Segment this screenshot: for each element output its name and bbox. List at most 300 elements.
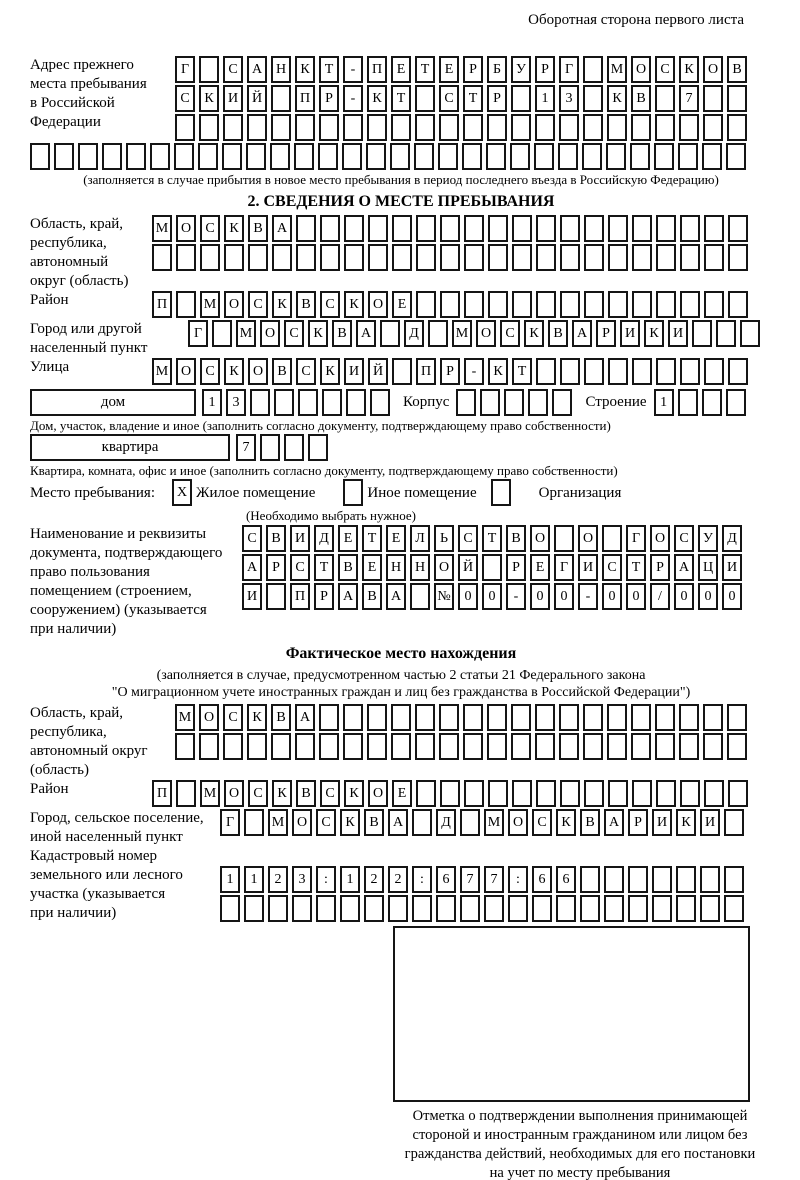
char-box[interactable]: К: [679, 56, 699, 83]
char-box[interactable]: С: [290, 554, 310, 581]
char-box[interactable]: Р: [463, 56, 483, 83]
char-box[interactable]: Е: [439, 56, 459, 83]
char-box[interactable]: [456, 389, 476, 416]
char-box[interactable]: [676, 866, 696, 893]
char-box[interactable]: [604, 866, 624, 893]
char-box[interactable]: В: [362, 583, 382, 610]
char-box[interactable]: [298, 389, 318, 416]
char-box[interactable]: [606, 143, 626, 170]
char-box[interactable]: [438, 143, 458, 170]
char-box[interactable]: [704, 358, 724, 385]
char-box[interactable]: [415, 85, 435, 112]
char-box[interactable]: [294, 143, 314, 170]
char-box[interactable]: [271, 733, 291, 760]
char-box[interactable]: [702, 389, 722, 416]
char-box[interactable]: О: [650, 525, 670, 552]
char-box[interactable]: [628, 866, 648, 893]
char-box[interactable]: [440, 780, 460, 807]
char-box[interactable]: 0: [674, 583, 694, 610]
char-box[interactable]: В: [296, 291, 316, 318]
char-box[interactable]: Г: [175, 56, 195, 83]
char-box[interactable]: [559, 704, 579, 731]
char-box[interactable]: А: [247, 56, 267, 83]
char-box[interactable]: [536, 244, 556, 271]
char-box[interactable]: [244, 895, 264, 922]
char-box[interactable]: О: [224, 291, 244, 318]
char-box[interactable]: [487, 114, 507, 141]
char-box[interactable]: 1: [535, 85, 555, 112]
char-box[interactable]: [212, 320, 232, 347]
char-box[interactable]: С: [674, 525, 694, 552]
char-box[interactable]: [608, 780, 628, 807]
char-box[interactable]: М: [152, 215, 172, 242]
char-box[interactable]: Й: [368, 358, 388, 385]
char-box[interactable]: К: [224, 358, 244, 385]
char-box[interactable]: [676, 895, 696, 922]
char-box[interactable]: [199, 733, 219, 760]
char-box[interactable]: [727, 114, 747, 141]
char-box[interactable]: К: [344, 291, 364, 318]
char-box[interactable]: [584, 244, 604, 271]
char-box[interactable]: -: [578, 583, 598, 610]
char-box[interactable]: 0: [602, 583, 622, 610]
char-box[interactable]: [654, 143, 674, 170]
char-box[interactable]: 6: [532, 866, 552, 893]
char-box[interactable]: К: [199, 85, 219, 112]
char-box[interactable]: [250, 389, 270, 416]
char-box[interactable]: [607, 704, 627, 731]
char-box[interactable]: [535, 704, 555, 731]
char-box[interactable]: Т: [415, 56, 435, 83]
char-box[interactable]: О: [292, 809, 312, 836]
char-box[interactable]: У: [511, 56, 531, 83]
char-box[interactable]: О: [476, 320, 496, 347]
char-box[interactable]: Р: [319, 85, 339, 112]
char-box[interactable]: [508, 895, 528, 922]
char-box[interactable]: С: [532, 809, 552, 836]
char-box[interactable]: [439, 733, 459, 760]
char-box[interactable]: [680, 215, 700, 242]
char-box[interactable]: [175, 733, 195, 760]
char-box[interactable]: О: [199, 704, 219, 731]
char-box[interactable]: С: [316, 809, 336, 836]
char-box[interactable]: [680, 780, 700, 807]
char-box[interactable]: Е: [392, 780, 412, 807]
char-box[interactable]: О: [578, 525, 598, 552]
char-box[interactable]: [319, 733, 339, 760]
char-box[interactable]: Н: [410, 554, 430, 581]
char-box[interactable]: А: [386, 583, 406, 610]
char-box[interactable]: [322, 389, 342, 416]
char-box[interactable]: [410, 583, 430, 610]
char-box[interactable]: [440, 215, 460, 242]
char-box[interactable]: [390, 143, 410, 170]
char-box[interactable]: С: [320, 780, 340, 807]
char-box[interactable]: [274, 389, 294, 416]
char-box[interactable]: [631, 733, 651, 760]
char-box[interactable]: [176, 780, 196, 807]
char-box[interactable]: :: [508, 866, 528, 893]
char-box[interactable]: [260, 434, 280, 461]
char-box[interactable]: [368, 244, 388, 271]
char-box[interactable]: [464, 244, 484, 271]
char-box[interactable]: О: [176, 358, 196, 385]
char-box[interactable]: Н: [386, 554, 406, 581]
char-box[interactable]: [343, 114, 363, 141]
char-box[interactable]: Е: [530, 554, 550, 581]
char-box[interactable]: С: [500, 320, 520, 347]
char-box[interactable]: -: [343, 56, 363, 83]
char-box[interactable]: М: [484, 809, 504, 836]
char-box[interactable]: В: [727, 56, 747, 83]
char-box[interactable]: [556, 895, 576, 922]
char-box[interactable]: Г: [559, 56, 579, 83]
char-box[interactable]: [678, 143, 698, 170]
char-box[interactable]: 2: [268, 866, 288, 893]
char-box[interactable]: [126, 143, 146, 170]
char-box[interactable]: О: [260, 320, 280, 347]
char-box[interactable]: [584, 780, 604, 807]
char-box[interactable]: 1: [244, 866, 264, 893]
char-box[interactable]: [558, 143, 578, 170]
char-box[interactable]: [248, 244, 268, 271]
char-box[interactable]: [343, 479, 363, 506]
char-box[interactable]: [366, 143, 386, 170]
char-box[interactable]: [584, 358, 604, 385]
char-box[interactable]: [268, 895, 288, 922]
char-box[interactable]: П: [295, 85, 315, 112]
char-box[interactable]: А: [338, 583, 358, 610]
char-box[interactable]: [608, 291, 628, 318]
char-box[interactable]: [272, 244, 292, 271]
char-box[interactable]: [559, 733, 579, 760]
char-box[interactable]: Р: [535, 56, 555, 83]
char-box[interactable]: К: [367, 85, 387, 112]
char-box[interactable]: Т: [314, 554, 334, 581]
char-box[interactable]: Д: [314, 525, 334, 552]
char-box[interactable]: [246, 143, 266, 170]
char-box[interactable]: [30, 143, 50, 170]
char-box[interactable]: [703, 704, 723, 731]
char-box[interactable]: К: [676, 809, 696, 836]
char-box[interactable]: [632, 780, 652, 807]
char-box[interactable]: [414, 143, 434, 170]
char-box[interactable]: [528, 389, 548, 416]
char-box[interactable]: [656, 780, 676, 807]
char-box[interactable]: [607, 733, 627, 760]
char-box[interactable]: Е: [386, 525, 406, 552]
char-box[interactable]: [463, 114, 483, 141]
char-box[interactable]: И: [242, 583, 262, 610]
char-box[interactable]: А: [388, 809, 408, 836]
char-box[interactable]: [504, 389, 524, 416]
char-box[interactable]: [284, 434, 304, 461]
char-box[interactable]: М: [236, 320, 256, 347]
char-box[interactable]: [200, 244, 220, 271]
char-box[interactable]: А: [242, 554, 262, 581]
char-box[interactable]: [727, 85, 747, 112]
char-box[interactable]: Й: [247, 85, 267, 112]
char-box[interactable]: [368, 215, 388, 242]
char-box[interactable]: К: [295, 56, 315, 83]
char-box[interactable]: [295, 114, 315, 141]
char-box[interactable]: [652, 895, 672, 922]
char-box[interactable]: Т: [319, 56, 339, 83]
char-box[interactable]: П: [416, 358, 436, 385]
char-box[interactable]: И: [620, 320, 640, 347]
char-box[interactable]: [680, 358, 700, 385]
char-box[interactable]: [703, 733, 723, 760]
char-box[interactable]: О: [248, 358, 268, 385]
char-box[interactable]: Д: [722, 525, 742, 552]
char-box[interactable]: М: [200, 291, 220, 318]
char-box[interactable]: [460, 809, 480, 836]
char-box[interactable]: [199, 56, 219, 83]
char-box[interactable]: М: [175, 704, 195, 731]
char-box[interactable]: [727, 733, 747, 760]
char-box[interactable]: [679, 114, 699, 141]
char-box[interactable]: М: [200, 780, 220, 807]
char-box[interactable]: [728, 244, 748, 271]
char-box[interactable]: А: [674, 554, 694, 581]
char-box[interactable]: 0: [626, 583, 646, 610]
char-box[interactable]: [308, 434, 328, 461]
char-box[interactable]: С: [200, 215, 220, 242]
char-box[interactable]: К: [272, 780, 292, 807]
char-box[interactable]: В: [548, 320, 568, 347]
char-box[interactable]: [512, 215, 532, 242]
char-box[interactable]: [692, 320, 712, 347]
char-box[interactable]: [583, 704, 603, 731]
char-box[interactable]: [482, 554, 502, 581]
char-box[interactable]: [602, 525, 622, 552]
char-box[interactable]: В: [296, 780, 316, 807]
char-box[interactable]: [628, 895, 648, 922]
char-box[interactable]: О: [434, 554, 454, 581]
char-box[interactable]: И: [668, 320, 688, 347]
char-box[interactable]: К: [344, 780, 364, 807]
char-box[interactable]: [583, 114, 603, 141]
char-box[interactable]: [343, 733, 363, 760]
char-box[interactable]: [198, 143, 218, 170]
char-box[interactable]: О: [530, 525, 550, 552]
char-box[interactable]: [316, 895, 336, 922]
char-box[interactable]: [607, 114, 627, 141]
char-box[interactable]: Е: [362, 554, 382, 581]
char-box[interactable]: [535, 114, 555, 141]
char-box[interactable]: 0: [458, 583, 478, 610]
char-box[interactable]: [320, 244, 340, 271]
char-box[interactable]: Т: [362, 525, 382, 552]
char-box[interactable]: 0: [722, 583, 742, 610]
char-box[interactable]: [176, 291, 196, 318]
char-box[interactable]: [428, 320, 448, 347]
char-box[interactable]: [728, 291, 748, 318]
char-box[interactable]: 2: [364, 866, 384, 893]
char-box[interactable]: [367, 733, 387, 760]
char-box[interactable]: [511, 704, 531, 731]
char-box[interactable]: К: [247, 704, 267, 731]
char-box[interactable]: [560, 358, 580, 385]
char-box[interactable]: [536, 358, 556, 385]
char-box[interactable]: С: [284, 320, 304, 347]
char-box[interactable]: [560, 291, 580, 318]
char-box[interactable]: №: [434, 583, 454, 610]
char-box[interactable]: В: [272, 358, 292, 385]
char-box[interactable]: 1: [654, 389, 674, 416]
char-box[interactable]: [630, 143, 650, 170]
char-box[interactable]: [632, 291, 652, 318]
char-box[interactable]: 1: [340, 866, 360, 893]
char-box[interactable]: О: [368, 291, 388, 318]
char-box[interactable]: С: [248, 780, 268, 807]
char-box[interactable]: 6: [556, 866, 576, 893]
char-box[interactable]: Т: [512, 358, 532, 385]
char-box[interactable]: [415, 733, 435, 760]
char-box[interactable]: К: [224, 215, 244, 242]
char-box[interactable]: Б: [487, 56, 507, 83]
char-box[interactable]: [439, 114, 459, 141]
char-box[interactable]: С: [242, 525, 262, 552]
char-box[interactable]: [560, 780, 580, 807]
char-box[interactable]: [702, 143, 722, 170]
char-box[interactable]: [580, 895, 600, 922]
char-box[interactable]: [102, 143, 122, 170]
char-box[interactable]: [416, 244, 436, 271]
char-box[interactable]: И: [223, 85, 243, 112]
char-box[interactable]: [584, 291, 604, 318]
char-box[interactable]: 7: [484, 866, 504, 893]
char-box[interactable]: [536, 780, 556, 807]
char-box[interactable]: 0: [554, 583, 574, 610]
char-box[interactable]: [716, 320, 736, 347]
char-box[interactable]: [512, 291, 532, 318]
char-box[interactable]: [416, 780, 436, 807]
char-box[interactable]: В: [506, 525, 526, 552]
char-box[interactable]: [346, 389, 366, 416]
char-box[interactable]: Е: [391, 56, 411, 83]
char-box[interactable]: К: [340, 809, 360, 836]
char-box[interactable]: [220, 895, 240, 922]
char-box[interactable]: Р: [266, 554, 286, 581]
char-box[interactable]: [464, 291, 484, 318]
char-box[interactable]: [655, 85, 675, 112]
char-box[interactable]: К: [556, 809, 576, 836]
char-box[interactable]: [367, 704, 387, 731]
char-box[interactable]: О: [631, 56, 651, 83]
char-box[interactable]: [703, 85, 723, 112]
char-box[interactable]: 7: [460, 866, 480, 893]
char-box[interactable]: [488, 244, 508, 271]
char-box[interactable]: С: [320, 291, 340, 318]
char-box[interactable]: [632, 244, 652, 271]
char-box[interactable]: [491, 479, 511, 506]
char-box[interactable]: В: [332, 320, 352, 347]
char-box[interactable]: О: [176, 215, 196, 242]
char-box[interactable]: [319, 704, 339, 731]
char-box[interactable]: Н: [271, 56, 291, 83]
char-box[interactable]: 0: [530, 583, 550, 610]
char-box[interactable]: С: [200, 358, 220, 385]
char-box[interactable]: [608, 358, 628, 385]
char-box[interactable]: М: [152, 358, 172, 385]
char-box[interactable]: 6: [436, 866, 456, 893]
char-box[interactable]: К: [272, 291, 292, 318]
char-box[interactable]: А: [272, 215, 292, 242]
char-box[interactable]: [704, 780, 724, 807]
char-box[interactable]: [174, 143, 194, 170]
char-box[interactable]: [296, 215, 316, 242]
char-box[interactable]: С: [655, 56, 675, 83]
char-box[interactable]: С: [223, 704, 243, 731]
char-box[interactable]: Р: [440, 358, 460, 385]
char-box[interactable]: Т: [482, 525, 502, 552]
char-box[interactable]: 7: [679, 85, 699, 112]
char-box[interactable]: Ц: [698, 554, 718, 581]
char-box[interactable]: П: [367, 56, 387, 83]
char-box[interactable]: Р: [596, 320, 616, 347]
char-box[interactable]: [175, 114, 195, 141]
char-box[interactable]: [608, 244, 628, 271]
char-box[interactable]: [656, 358, 676, 385]
char-box[interactable]: [484, 895, 504, 922]
char-box[interactable]: [511, 114, 531, 141]
char-box[interactable]: К: [320, 358, 340, 385]
char-box[interactable]: [532, 895, 552, 922]
char-box[interactable]: Й: [458, 554, 478, 581]
char-box[interactable]: К: [644, 320, 664, 347]
char-box[interactable]: 3: [226, 389, 246, 416]
char-box[interactable]: [415, 114, 435, 141]
char-box[interactable]: [412, 809, 432, 836]
char-box[interactable]: :: [412, 866, 432, 893]
char-box[interactable]: [740, 320, 760, 347]
char-box[interactable]: 1: [220, 866, 240, 893]
char-box[interactable]: И: [652, 809, 672, 836]
char-box[interactable]: [152, 244, 172, 271]
char-box[interactable]: X: [172, 479, 192, 506]
char-box[interactable]: [583, 733, 603, 760]
char-box[interactable]: [536, 291, 556, 318]
char-box[interactable]: [704, 291, 724, 318]
char-box[interactable]: [724, 866, 744, 893]
char-box[interactable]: С: [296, 358, 316, 385]
char-box[interactable]: И: [578, 554, 598, 581]
char-box[interactable]: [512, 780, 532, 807]
char-box[interactable]: В: [248, 215, 268, 242]
char-box[interactable]: [340, 895, 360, 922]
char-box[interactable]: [559, 114, 579, 141]
char-box[interactable]: [462, 143, 482, 170]
char-box[interactable]: [511, 85, 531, 112]
char-box[interactable]: [247, 733, 267, 760]
char-box[interactable]: М: [452, 320, 472, 347]
char-box[interactable]: Р: [314, 583, 334, 610]
char-box[interactable]: [296, 244, 316, 271]
char-box[interactable]: [412, 895, 432, 922]
char-box[interactable]: [656, 244, 676, 271]
char-box[interactable]: [380, 320, 400, 347]
char-box[interactable]: [292, 895, 312, 922]
char-box[interactable]: В: [338, 554, 358, 581]
char-box[interactable]: 7: [236, 434, 256, 461]
char-box[interactable]: В: [271, 704, 291, 731]
char-box[interactable]: [415, 704, 435, 731]
char-box[interactable]: [584, 215, 604, 242]
char-box[interactable]: [342, 143, 362, 170]
char-box[interactable]: [726, 389, 746, 416]
char-box[interactable]: Ь: [434, 525, 454, 552]
